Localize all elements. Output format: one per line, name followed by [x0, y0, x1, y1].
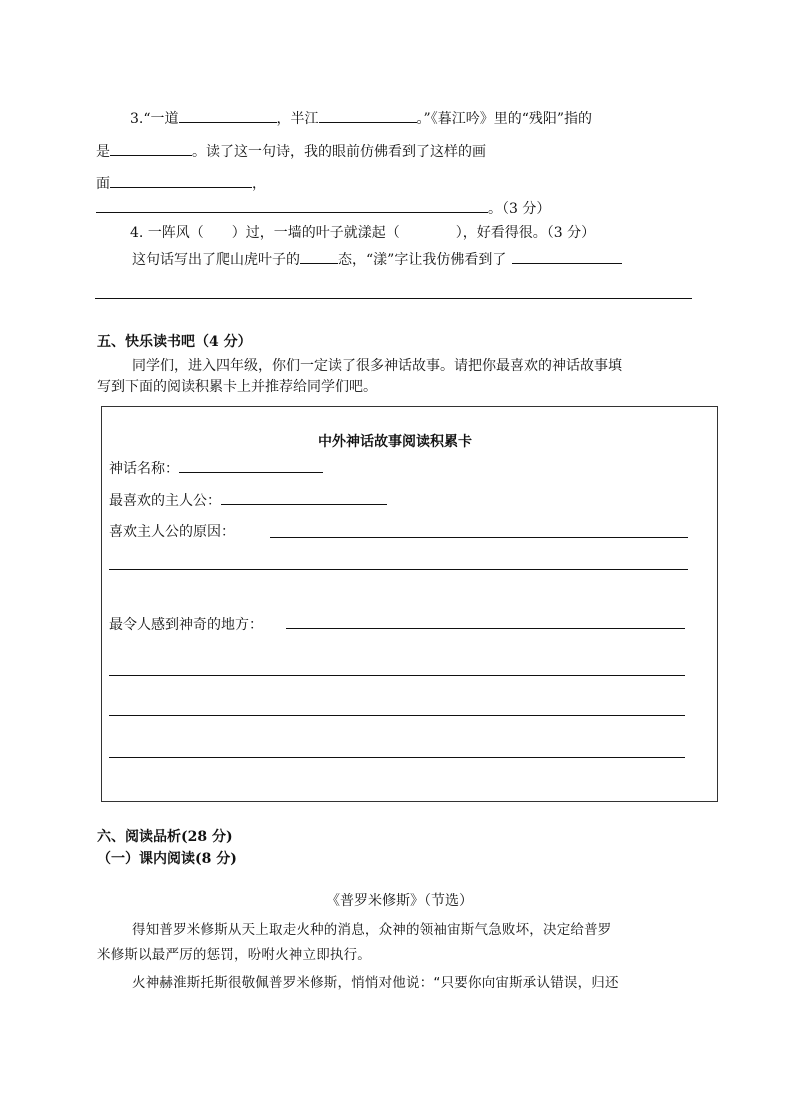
- card-reason-row: [109, 521, 235, 541]
- reason-line[interactable]: [109, 569, 688, 570]
- q4-line2: [132, 249, 622, 269]
- q3-text-1: “一道: [143, 111, 179, 127]
- q4-text-1: 一阵风（ ）过，一墙的叶子就漾起（ ），好看得很。（3 分）: [147, 225, 596, 241]
- favorite-character-field[interactable]: [221, 490, 387, 505]
- passage-title: 《普罗米修斯》（节选）: [326, 893, 473, 909]
- card-favorite-row: [109, 490, 387, 510]
- reason-line[interactable]: [270, 537, 688, 538]
- q3-text-3: 。”《暮江吟》里的“残阳”指的: [416, 111, 593, 127]
- answer-blank[interactable]: [319, 108, 417, 123]
- myth-name-field[interactable]: [179, 458, 323, 473]
- q3-line3: [96, 173, 266, 193]
- section6-title: 六、阅读品析(28 分): [97, 829, 233, 845]
- answer-blank[interactable]: [96, 198, 488, 213]
- answer-blank[interactable]: [110, 141, 192, 156]
- card-name-label: 神话名称：: [109, 461, 179, 477]
- card-magic-label: 最令人感到神奇的地方：: [109, 617, 263, 633]
- answer-blank[interactable]: [110, 173, 252, 188]
- q4-number: 4.: [130, 225, 144, 241]
- passage-para1-line1: 得知普罗米修斯从天上取走火种的消息，众神的领袖宙斯气急败坏，决定给普罗: [132, 922, 612, 938]
- q3-text-2: ，半江: [276, 111, 319, 127]
- passage-para1-line2: 米修斯以最严厉的惩罚，吩咐火神立即执行。: [97, 947, 371, 963]
- section5-intro-2: 写到下面的阅读积累卡上并推荐给同学们吧。: [97, 379, 377, 395]
- magic-line[interactable]: [109, 675, 685, 676]
- q3-text-6: 面: [96, 176, 110, 192]
- section5-title: 五、快乐读书吧（4 分）: [97, 334, 252, 350]
- card-reason-label: 喜欢主人公的原因：: [109, 524, 235, 540]
- magic-line[interactable]: [109, 715, 685, 716]
- card-name-row: [109, 458, 323, 478]
- answer-blank[interactable]: [300, 249, 338, 264]
- passage-para2-line1: 火神赫淮斯托斯很敬佩普罗米修斯，悄悄对他说：“只要你向宙斯承认错误，归还: [132, 975, 619, 991]
- q4-text-2: 这句话写出了爬山虎叶子的: [132, 252, 300, 268]
- section6-subtitle: （一）课内阅读(8 分): [97, 851, 237, 867]
- q3-number: 3.: [130, 111, 144, 127]
- answer-line[interactable]: [95, 298, 692, 299]
- magic-line[interactable]: [286, 628, 685, 629]
- answer-blank[interactable]: [179, 108, 277, 123]
- section5-intro-1: 同学们，进入四年级，你们一定读了很多神话故事。请把你最喜欢的神话故事填: [132, 358, 622, 374]
- q3-text-8: 。（3 分）: [488, 201, 551, 217]
- q3-text-5: 。读了这一句诗，我的眼前仿佛看到了这样的画: [192, 144, 486, 160]
- magic-line[interactable]: [109, 757, 685, 758]
- card-title: 中外神话故事阅读积累卡: [318, 434, 472, 450]
- card-favorite-label: 最喜欢的主人公：: [109, 493, 221, 509]
- q3-text-4: 是: [96, 144, 110, 160]
- q4-text-3: 态，“漾”字让我仿佛看到了: [338, 252, 507, 268]
- q3-text-7: ，: [252, 176, 266, 192]
- q3-line2: [96, 141, 486, 161]
- card-magic-row: [109, 614, 263, 634]
- answer-blank[interactable]: [512, 249, 622, 264]
- q3-line1: [130, 108, 592, 128]
- q3-line4: [96, 198, 550, 218]
- q4-line1: [130, 222, 595, 242]
